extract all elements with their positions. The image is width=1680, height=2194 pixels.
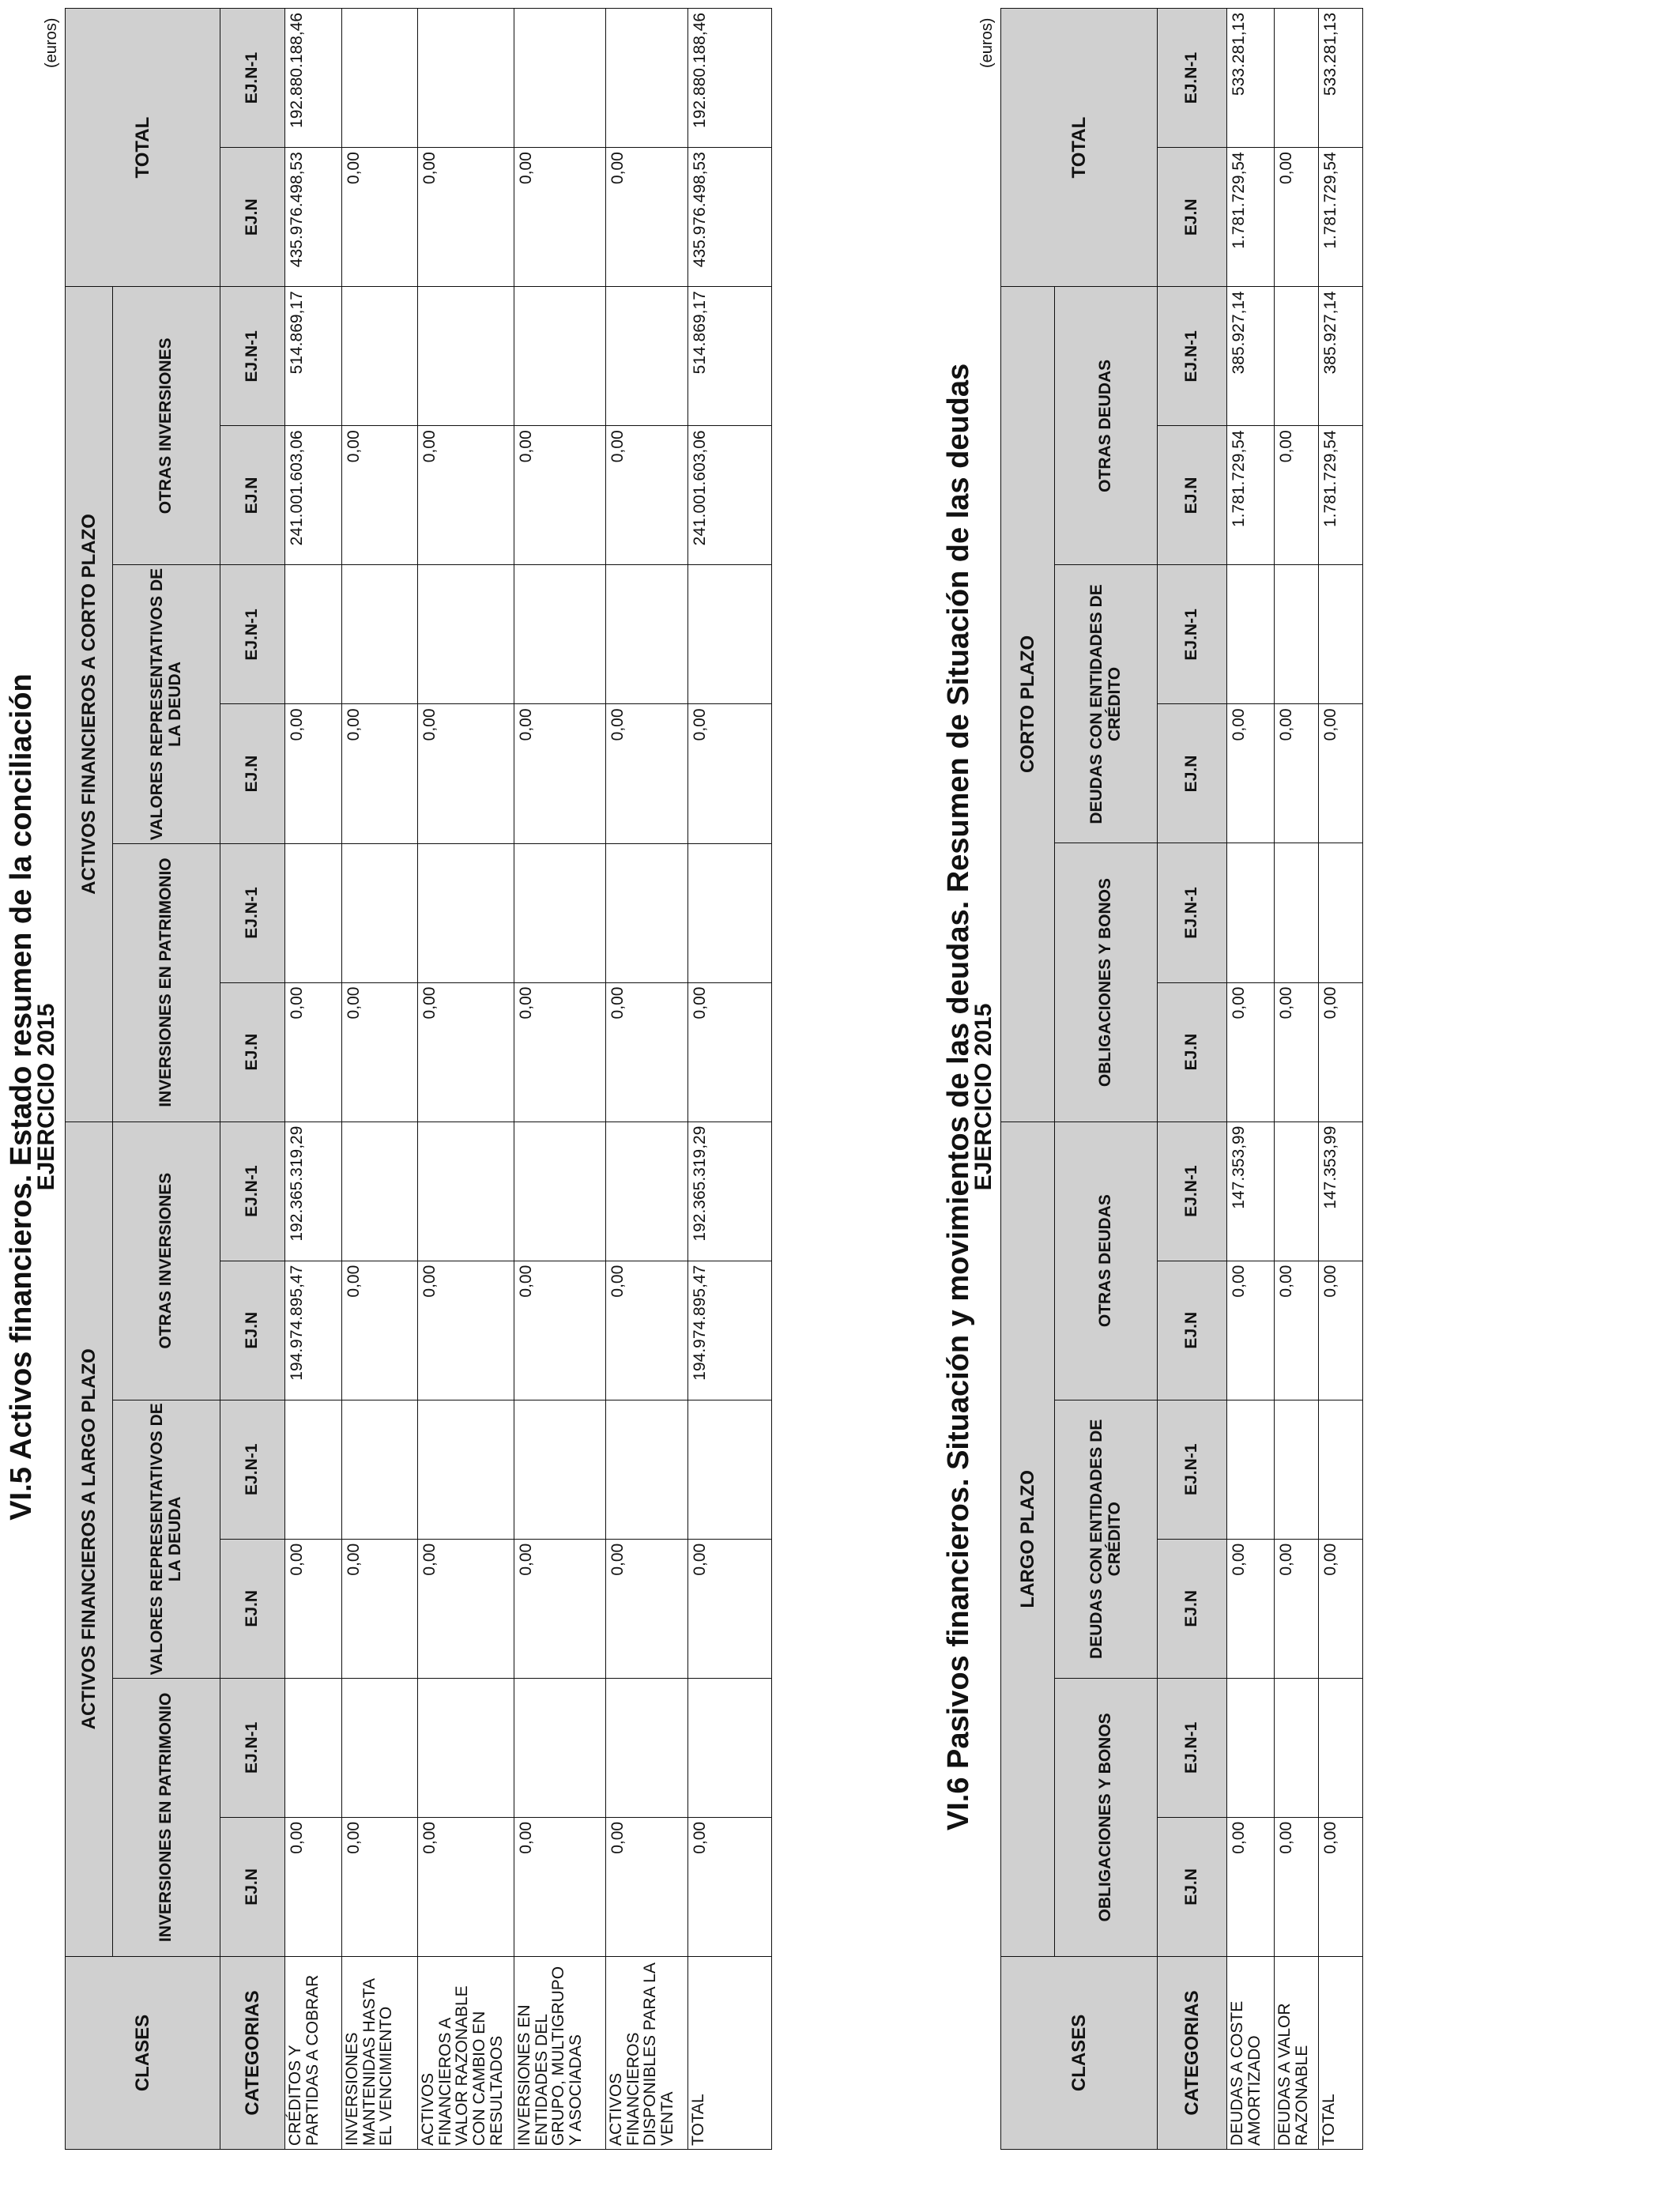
subgroup-valores-representativos: VALORES REPRESENTATIVOS DE LA DEUDA: [113, 565, 220, 843]
value-cell: [606, 9, 688, 148]
ejn-header: EJ.N: [220, 148, 285, 287]
value-cell: [1319, 565, 1363, 704]
value-cell: 385.927,14: [1319, 287, 1363, 426]
value-cell: 0,00: [342, 1817, 418, 1956]
value-cell: [342, 565, 418, 704]
value-cell: 0,00: [514, 148, 606, 287]
activos-rows: [285, 9, 772, 2150]
value-cell: [342, 1122, 418, 1261]
value-cell: 0,00: [606, 1817, 688, 1956]
ejn1-header: EJ.N-1: [1158, 1122, 1227, 1261]
table-row: [418, 9, 514, 2150]
value-cell: [1275, 1400, 1319, 1539]
ejn-header: EJ.N: [220, 1539, 285, 1678]
group-largo-plazo: LARGO PLAZO: [1001, 1122, 1055, 1956]
categorias-header: CATEGORIAS: [220, 1956, 285, 2149]
pasivos-title: VI.6 Pasivos financieros. Situación y movimientos de las deudas. Resumen de Situación de las deudas: [942, 363, 975, 1831]
value-cell: 1.781.729,54: [1319, 426, 1363, 565]
value-cell: [688, 565, 772, 704]
subgroup-otras-inversiones: OTRAS INVERSIONES: [113, 1122, 220, 1400]
row-category: DEUDAS A VALOR RAZONABLE: [1275, 1956, 1319, 2149]
value-cell: [688, 843, 772, 982]
subgroup-deudas-entidades-credito: DEUDAS CON ENTIDADES DE CRÉDITO: [1055, 565, 1158, 843]
ejn1-header: EJ.N-1: [1158, 843, 1227, 982]
ejn-header: EJ.N: [1158, 1817, 1227, 1956]
subgroup-inversiones-patrimonio: INVERSIONES EN PATRIMONIO: [113, 1678, 220, 1956]
value-cell: [1275, 9, 1319, 148]
value-cell: 514.869,17: [285, 287, 342, 426]
value-cell: 0,00: [1227, 982, 1275, 1122]
value-cell: [1319, 1400, 1363, 1539]
value-cell: [514, 1678, 606, 1817]
value-cell: 0,00: [285, 1817, 342, 1956]
value-cell: 0,00: [688, 1539, 772, 1678]
value-cell: 0,00: [342, 982, 418, 1122]
clases-header: CLASES: [1001, 1956, 1158, 2149]
subgroup-valores-representativos: VALORES REPRESENTATIVOS DE LA DEUDA: [113, 1400, 220, 1678]
row-category: INVERSIONES MANTENIDAS HASTA EL VENCIMIENTO: [342, 1956, 418, 2149]
subgroup-obligaciones-bonos: OBLIGACIONES Y BONOS: [1055, 1678, 1158, 1956]
value-cell: 0,00: [514, 982, 606, 1122]
value-cell: [342, 1400, 418, 1539]
activos-title: VI.5 Activos financieros. Estado resumen de la conciliación: [5, 673, 38, 1521]
subgroup-inversiones-patrimonio: INVERSIONES EN PATRIMONIO: [113, 843, 220, 1122]
ejn1-header: EJ.N-1: [220, 9, 285, 148]
table-row: [1275, 9, 1319, 2150]
value-cell: 147.353,99: [1227, 1122, 1275, 1261]
value-cell: 0,00: [418, 1539, 514, 1678]
value-cell: 435.976.498,53: [688, 148, 772, 287]
value-cell: 0,00: [1319, 982, 1363, 1122]
table-row: [688, 9, 772, 2150]
ejn1-header: EJ.N-1: [220, 287, 285, 426]
row-category: ACTIVOS FINANCIEROS A VALOR RAZONABLE CON CAMBIO EN RESULTADOS: [418, 1956, 514, 2149]
value-cell: 0,00: [1319, 1539, 1363, 1678]
value-cell: [514, 843, 606, 982]
row-category: DEUDAS A COSTE AMORTIZADO: [1227, 1956, 1275, 2149]
value-cell: 0,00: [1275, 148, 1319, 287]
value-cell: [1227, 1400, 1275, 1539]
value-cell: 514.869,17: [688, 287, 772, 426]
table-row: [606, 9, 688, 2150]
ejn-header: EJ.N: [220, 704, 285, 843]
pasivos-rows: [1227, 9, 1363, 2150]
value-cell: [418, 843, 514, 982]
value-cell: [1275, 287, 1319, 426]
ejn-header: EJ.N: [1158, 1539, 1227, 1678]
value-cell: 0,00: [418, 426, 514, 565]
value-cell: [1319, 843, 1363, 982]
value-cell: 0,00: [1227, 1817, 1275, 1956]
value-cell: [606, 1122, 688, 1261]
value-cell: [688, 1678, 772, 1817]
value-cell: 0,00: [514, 704, 606, 843]
ej-header-row: [220, 9, 285, 2150]
value-cell: [342, 287, 418, 426]
total-header: TOTAL: [66, 9, 220, 287]
ejn1-header: EJ.N-1: [220, 1122, 285, 1261]
value-cell: 0,00: [688, 1817, 772, 1956]
value-cell: 0,00: [606, 1261, 688, 1400]
value-cell: 194.974.895,47: [688, 1261, 772, 1400]
table-row: [1227, 9, 1275, 2150]
activos-units: (euros): [43, 17, 60, 68]
row-category: TOTAL: [688, 1956, 772, 2149]
value-cell: [514, 565, 606, 704]
value-cell: [514, 1122, 606, 1261]
value-cell: 0,00: [1275, 1539, 1319, 1678]
total-header: TOTAL: [1001, 9, 1158, 287]
value-cell: 0,00: [688, 982, 772, 1122]
value-cell: 0,00: [418, 982, 514, 1122]
table-row: [285, 9, 342, 2150]
categorias-header: CATEGORIAS: [1158, 1956, 1227, 2149]
value-cell: 0,00: [514, 426, 606, 565]
ejn-header: EJ.N: [220, 982, 285, 1122]
ejn-header: EJ.N: [220, 426, 285, 565]
value-cell: [1227, 565, 1275, 704]
activos-subtitle: EJERCICIO 2015: [33, 1003, 59, 1191]
group-corto-plazo: CORTO PLAZO: [1001, 287, 1055, 1122]
clases-header: CLASES: [66, 1956, 220, 2149]
value-cell: 0,00: [1319, 1261, 1363, 1400]
value-cell: 0,00: [1275, 1817, 1319, 1956]
value-cell: 0,00: [606, 704, 688, 843]
value-cell: 192.880.188,46: [688, 9, 772, 148]
value-cell: [418, 9, 514, 148]
value-cell: 0,00: [1275, 704, 1319, 843]
value-cell: [514, 287, 606, 426]
value-cell: [606, 565, 688, 704]
value-cell: 0,00: [1227, 704, 1275, 843]
value-cell: 1.781.729,54: [1227, 426, 1275, 565]
value-cell: 192.880.188,46: [285, 9, 342, 148]
value-cell: [418, 1122, 514, 1261]
ejn-header: EJ.N: [220, 1817, 285, 1956]
value-cell: [342, 1678, 418, 1817]
subgroup-otras-inversiones: OTRAS INVERSIONES: [113, 287, 220, 565]
value-cell: [342, 9, 418, 148]
pasivos-units: (euros): [978, 17, 996, 68]
value-cell: [418, 565, 514, 704]
value-cell: 0,00: [418, 704, 514, 843]
ej-header-row: [1158, 9, 1227, 2150]
value-cell: [1227, 843, 1275, 982]
ejn1-header: EJ.N-1: [1158, 287, 1227, 426]
ejn-header: EJ.N: [1158, 704, 1227, 843]
value-cell: 0,00: [418, 148, 514, 287]
subgroup-deudas-entidades-credito: DEUDAS CON ENTIDADES DE CRÉDITO: [1055, 1400, 1158, 1678]
value-cell: 0,00: [606, 148, 688, 287]
value-cell: 0,00: [342, 426, 418, 565]
value-cell: 0,00: [1275, 426, 1319, 565]
value-cell: [606, 1400, 688, 1539]
value-cell: [285, 565, 342, 704]
value-cell: 0,00: [285, 1539, 342, 1678]
pasivos-table: [1000, 8, 1363, 2150]
ejn1-header: EJ.N-1: [1158, 565, 1227, 704]
value-cell: 385.927,14: [1227, 287, 1275, 426]
value-cell: [1275, 1122, 1319, 1261]
ejn1-header: EJ.N-1: [220, 1400, 285, 1539]
subgroup-obligaciones-bonos: OBLIGACIONES Y BONOS: [1055, 843, 1158, 1122]
value-cell: 0,00: [1319, 1817, 1363, 1956]
row-category: TOTAL: [1319, 1956, 1363, 2149]
value-cell: [514, 9, 606, 148]
value-cell: 0,00: [1227, 1539, 1275, 1678]
value-cell: [606, 843, 688, 982]
value-cell: [342, 843, 418, 982]
activos-table: [65, 8, 772, 2150]
value-cell: 0,00: [1275, 1261, 1319, 1400]
value-cell: [285, 1678, 342, 1817]
value-cell: [514, 1400, 606, 1539]
table-row: [1319, 9, 1363, 2150]
ejn1-header: EJ.N-1: [1158, 1400, 1227, 1539]
row-category: CRÉDITOS Y PARTIDAS A COBRAR: [285, 1956, 342, 2149]
value-cell: [285, 1400, 342, 1539]
value-cell: 0,00: [342, 704, 418, 843]
row-category: INVERSIONES EN ENTIDADES DEL GRUPO, MULTIGRUPO Y ASOCIADAS: [514, 1956, 606, 2149]
value-cell: [1227, 1678, 1275, 1817]
value-cell: 0,00: [342, 1539, 418, 1678]
value-cell: [1319, 1678, 1363, 1817]
value-cell: 0,00: [1275, 982, 1319, 1122]
table-row: [342, 9, 418, 2150]
row-category: ACTIVOS FINANCIEROS DISPONIBLES PARA LA VENTA: [606, 1956, 688, 2149]
value-cell: 0,00: [1227, 1261, 1275, 1400]
value-cell: 194.974.895,47: [285, 1261, 342, 1400]
value-cell: 0,00: [1319, 704, 1363, 843]
ejn-header: EJ.N: [220, 1261, 285, 1400]
value-cell: 0,00: [418, 1261, 514, 1400]
ejn1-header: EJ.N-1: [220, 843, 285, 982]
value-cell: 147.353,99: [1319, 1122, 1363, 1261]
value-cell: 241.001.603,06: [285, 426, 342, 565]
value-cell: 0,00: [418, 1817, 514, 1956]
value-cell: [418, 1400, 514, 1539]
value-cell: 0,00: [606, 1539, 688, 1678]
value-cell: 0,00: [606, 426, 688, 565]
value-cell: 241.001.603,06: [688, 426, 772, 565]
group-largo-plazo: ACTIVOS FINANCIEROS A LARGO PLAZO: [66, 1122, 113, 1956]
value-cell: [285, 843, 342, 982]
value-cell: 0,00: [514, 1539, 606, 1678]
value-cell: 192.365.319,29: [285, 1122, 342, 1261]
value-cell: 0,00: [514, 1817, 606, 1956]
value-cell: 0,00: [285, 982, 342, 1122]
value-cell: 0,00: [342, 148, 418, 287]
value-cell: 0,00: [342, 1261, 418, 1400]
value-cell: [688, 1400, 772, 1539]
value-cell: [606, 287, 688, 426]
value-cell: 533.281,13: [1319, 9, 1363, 148]
value-cell: 192.365.319,29: [688, 1122, 772, 1261]
ejn1-header: EJ.N-1: [1158, 9, 1227, 148]
ejn-header: EJ.N: [1158, 426, 1227, 565]
value-cell: 1.781.729,54: [1227, 148, 1275, 287]
value-cell: 0,00: [688, 704, 772, 843]
value-cell: 0,00: [514, 1261, 606, 1400]
value-cell: 1.781.729,54: [1319, 148, 1363, 287]
value-cell: [1275, 1678, 1319, 1817]
value-cell: [606, 1678, 688, 1817]
value-cell: 0,00: [285, 704, 342, 843]
ejn1-header: EJ.N-1: [220, 565, 285, 704]
ejn1-header: EJ.N-1: [220, 1678, 285, 1817]
value-cell: 0,00: [606, 982, 688, 1122]
ejn-header: EJ.N: [1158, 982, 1227, 1122]
value-cell: [1275, 565, 1319, 704]
group-corto-plazo: ACTIVOS FINANCIEROS A CORTO PLAZO: [66, 287, 113, 1122]
value-cell: [418, 287, 514, 426]
table-row: [514, 9, 606, 2150]
ejn1-header: EJ.N-1: [1158, 1678, 1227, 1817]
value-cell: [1275, 843, 1319, 982]
ejn-header: EJ.N: [1158, 1261, 1227, 1400]
subgroup-otras-deudas: OTRAS DEUDAS: [1055, 1122, 1158, 1400]
subgroup-otras-deudas: OTRAS DEUDAS: [1055, 287, 1158, 565]
ejn-header: EJ.N: [1158, 148, 1227, 287]
pasivos-subtitle: EJERCICIO 2015: [970, 1003, 996, 1191]
value-cell: [418, 1678, 514, 1817]
value-cell: 435.976.498,53: [285, 148, 342, 287]
value-cell: 533.281,13: [1227, 9, 1275, 148]
